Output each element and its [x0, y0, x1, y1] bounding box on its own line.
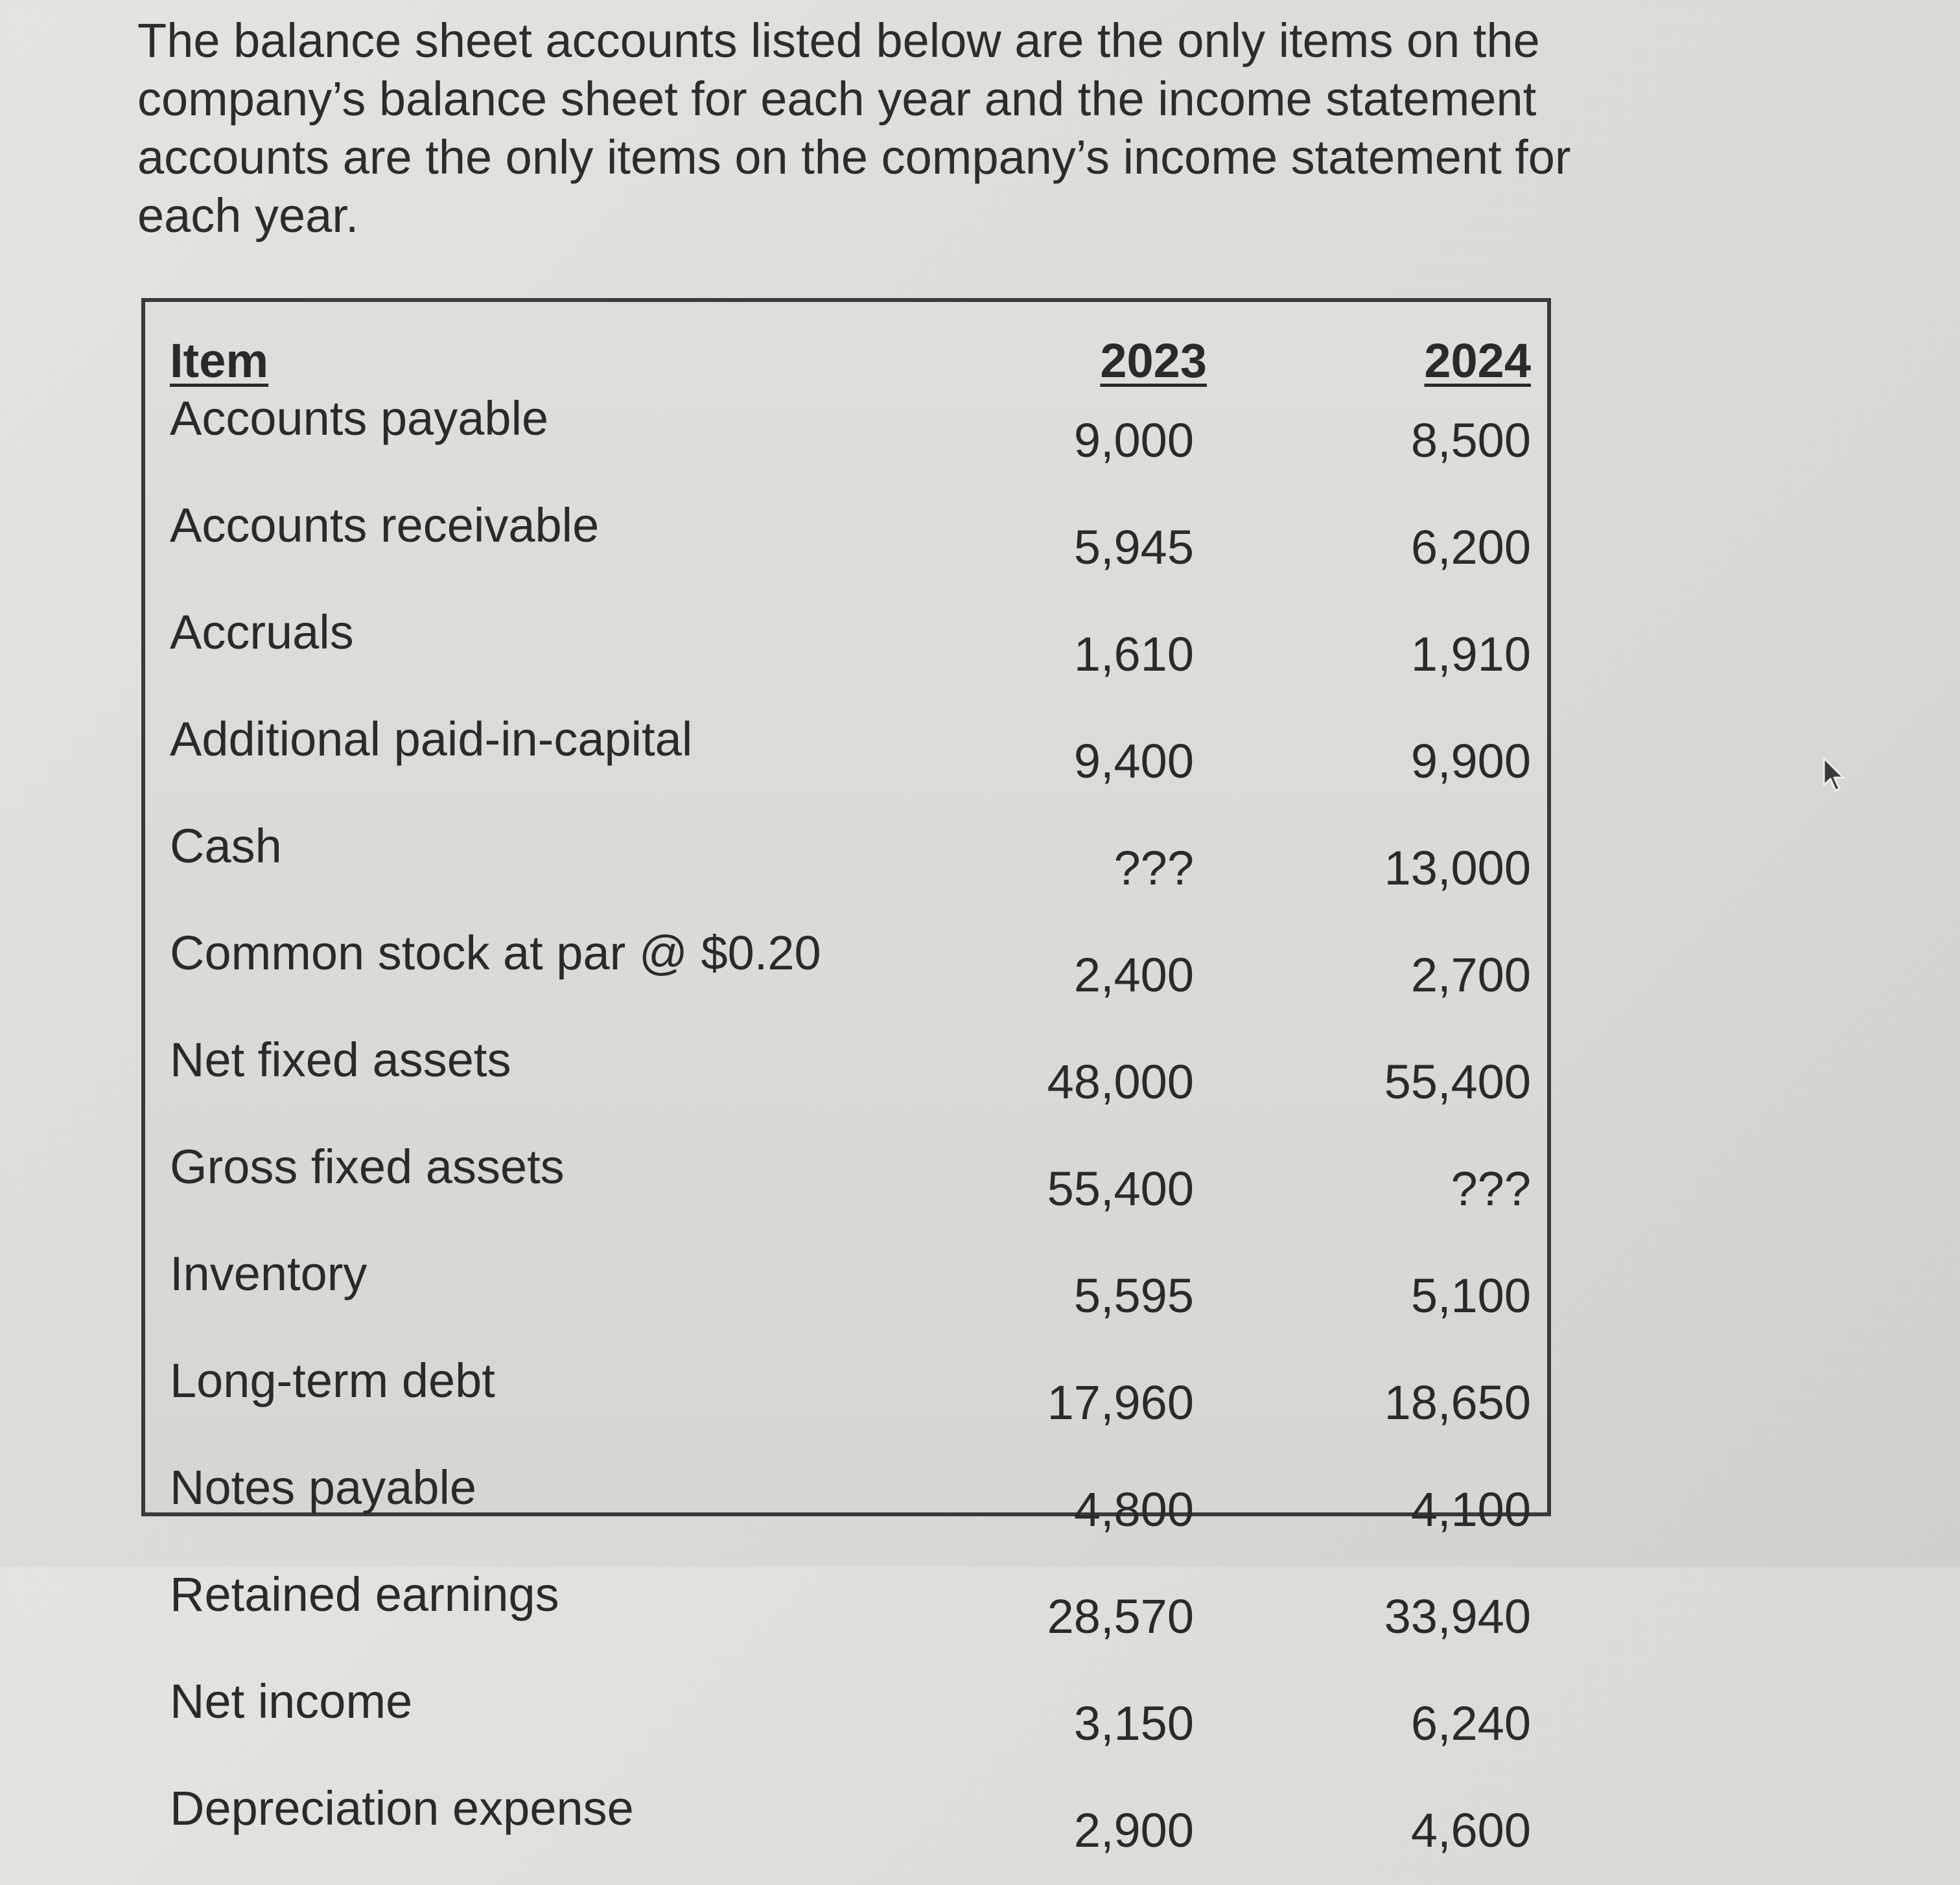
row-item-label: Accounts payable: [170, 391, 549, 445]
row-value-2023: 4,800: [1073, 1483, 1194, 1536]
table-row: [170, 602, 1531, 709]
table-row: [170, 816, 1531, 923]
row-value-2024: ???: [1451, 1162, 1531, 1216]
table-row: [170, 1350, 1531, 1457]
row-item-label: Common stock at par @ $0.20: [170, 926, 821, 980]
row-value-2024: 13,000: [1384, 841, 1531, 895]
row-item-label: Accounts receivable: [170, 498, 600, 552]
row-value-2024: 6,200: [1410, 520, 1531, 574]
balance-sheet-table-box: [141, 298, 1551, 1857]
row-value-2023: 5,945: [1073, 520, 1194, 574]
row-value-2024: 9,900: [1410, 734, 1531, 788]
row-item-label: Net income: [170, 1674, 413, 1728]
row-value-2024: 55,400: [1384, 1055, 1531, 1109]
row-value-2023: 28,570: [1047, 1590, 1194, 1643]
row-value-2023: 3,150: [1073, 1696, 1194, 1750]
row-value-2023: 2,900: [1073, 1803, 1194, 1857]
row-value-2023: 17,960: [1047, 1376, 1194, 1429]
row-value-2023: 9,000: [1073, 413, 1194, 467]
table-header-row: [170, 320, 1531, 388]
table-row: [170, 388, 1531, 495]
row-item-label: Long-term debt: [170, 1354, 495, 1407]
row-value-2024: 33,940: [1384, 1590, 1531, 1643]
row-item-label: Depreciation expense: [170, 1781, 634, 1835]
row-value-2023: 2,400: [1073, 948, 1194, 1002]
row-value-2023: 1,610: [1073, 627, 1194, 681]
table-row: [170, 1030, 1531, 1137]
row-value-2023: 48,000: [1047, 1055, 1194, 1109]
row-value-2024: 8,500: [1410, 413, 1531, 467]
header-item: Item: [170, 334, 269, 387]
row-item-label: Notes payable: [170, 1461, 477, 1514]
row-value-2023: 5,595: [1073, 1269, 1194, 1323]
table-row: [170, 495, 1531, 602]
row-value-2024: 2,700: [1410, 948, 1531, 1002]
row-value-2023: 9,400: [1073, 734, 1194, 788]
row-value-2024: 6,240: [1410, 1696, 1531, 1750]
row-item-label: Net fixed assets: [170, 1033, 511, 1087]
balance-sheet-table: [170, 320, 1531, 1885]
row-value-2024: 18,650: [1384, 1376, 1531, 1429]
row-value-2024: 4,600: [1410, 1803, 1531, 1857]
row-value-2024: 5,100: [1410, 1269, 1531, 1323]
table-row: [170, 1671, 1531, 1778]
row-value-2023: ???: [1114, 841, 1194, 895]
row-item-label: Retained earnings: [170, 1567, 559, 1621]
row-item-label: Additional paid-in-capital: [170, 712, 693, 766]
table-row: [170, 1457, 1531, 1564]
row-item-label: Inventory: [170, 1247, 368, 1301]
table-row: [170, 1137, 1531, 1243]
table-row: [170, 1778, 1531, 1885]
row-item-label: Cash: [170, 819, 282, 873]
row-item-label: Accruals: [170, 605, 354, 659]
table-row: [170, 1243, 1531, 1350]
row-item-label: Gross fixed assets: [170, 1140, 565, 1194]
table-row: [170, 709, 1531, 816]
table-row: [170, 1564, 1531, 1671]
header-2023: 2023: [1100, 334, 1207, 387]
table-row: [170, 923, 1531, 1030]
intro-paragraph: The balance sheet accounts listed below are the only items on the company’s balance sheet for each year and the income statement accounts are the only items on the company’s income statement for each year.: [137, 14, 1571, 242]
row-value-2024: 1,910: [1410, 627, 1531, 681]
row-value-2023: 55,400: [1047, 1162, 1194, 1216]
header-2024: 2024: [1424, 334, 1531, 387]
mouse-pointer-icon: [1823, 757, 1849, 793]
row-value-2024: 4,100: [1410, 1483, 1531, 1536]
